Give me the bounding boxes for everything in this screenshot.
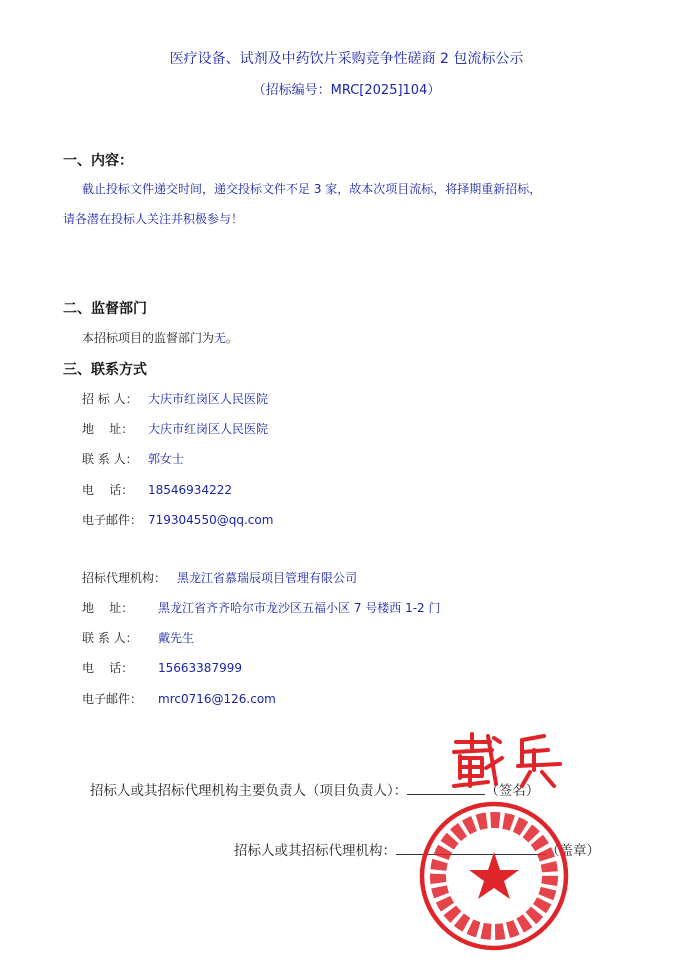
document-title: 医疗设备、试剂及中药饮片采购竞争性磋商 2 包流标公示 [169,51,524,67]
seal-blank [396,842,546,855]
supervision-prefix: 本招标项目的监督部门为 [82,331,215,345]
section-heading-content: 一、内容： [63,153,133,169]
tenderer-phone-label: 电 话： [82,483,134,497]
tenderer-email-label: 电子邮件： [82,513,143,527]
tenderer-name-row [82,390,268,407]
agency-phone-value: 15663387999 [158,661,242,675]
tenderer-contact-value: 郭女士 [148,452,185,466]
agency-phone-row [82,659,242,676]
agency-contact-value: 戴先生 [158,631,195,645]
tenderer-address-row [82,420,268,437]
agency-address-label: 地 址： [82,601,134,615]
tenderer-contact-row [82,450,184,467]
agency-phone-label: 电 话： [82,661,134,675]
tenderer-address-value: 大庆市红岗区人民医院 [148,422,269,436]
section-heading-supervision: 二、监督部门 [63,301,147,317]
agency-email-label: 电子邮件： [82,692,143,706]
tenderer-address-label: 地 址： [82,422,134,436]
agency-email-link[interactable]: mrc0716@126.com [158,692,276,706]
organization-label: 招标人或其招标代理机构： [234,843,396,859]
agency-name-value: 黑龙江省慕瑞辰项目管理有限公司 [177,571,358,585]
supervision-suffix: 。 [226,331,239,345]
signature-line-organization [234,839,600,859]
agency-name-row [82,569,357,586]
responsible-person-label: 招标人或其招标代理机构主要负责人（项目负责人）： [90,783,408,799]
agency-address-value: 黑龙江省齐齐哈尔市龙沙区五福小区 7 号楼西 1-2 门 [158,601,441,615]
seal-suffix: （盖章） [546,843,600,859]
tenderer-phone-value: 18546934222 [148,483,232,497]
signature-line-responsible [90,779,539,799]
signature-blank [407,782,485,795]
tenderer-email-row [82,511,273,528]
tenderer-email-link[interactable]: 719304550@qq.com [148,513,274,527]
bid-number: （招标编号：MRC[2025]104） [252,83,441,98]
tenderer-phone-row [82,481,232,498]
supervision-value: 无 [214,331,227,345]
tenderer-name-label: 招 标 人： [82,392,138,406]
agency-name-label: 招标代理机构： [82,571,167,585]
agency-address-row [82,599,441,616]
agency-contact-label: 联 系 人： [82,631,138,645]
agency-email-row [82,690,276,707]
tenderer-contact-label: 联 系 人： [82,452,138,466]
tenderer-name-value: 大庆市红岗区人民医院 [148,392,269,406]
agency-contact-row [82,629,194,646]
signature-suffix: （签名） [485,783,540,799]
content-line-2: 请各潜在投标人关注并积极参与！ [63,212,244,226]
section-heading-contact: 三、联系方式 [63,362,147,378]
content-line-1: 截止投标文件递交时间，递交投标文件不足 3 家，故本次项目流标，将择期重新招标， [82,182,542,196]
official-seal [418,800,570,952]
supervision-text [82,329,238,346]
